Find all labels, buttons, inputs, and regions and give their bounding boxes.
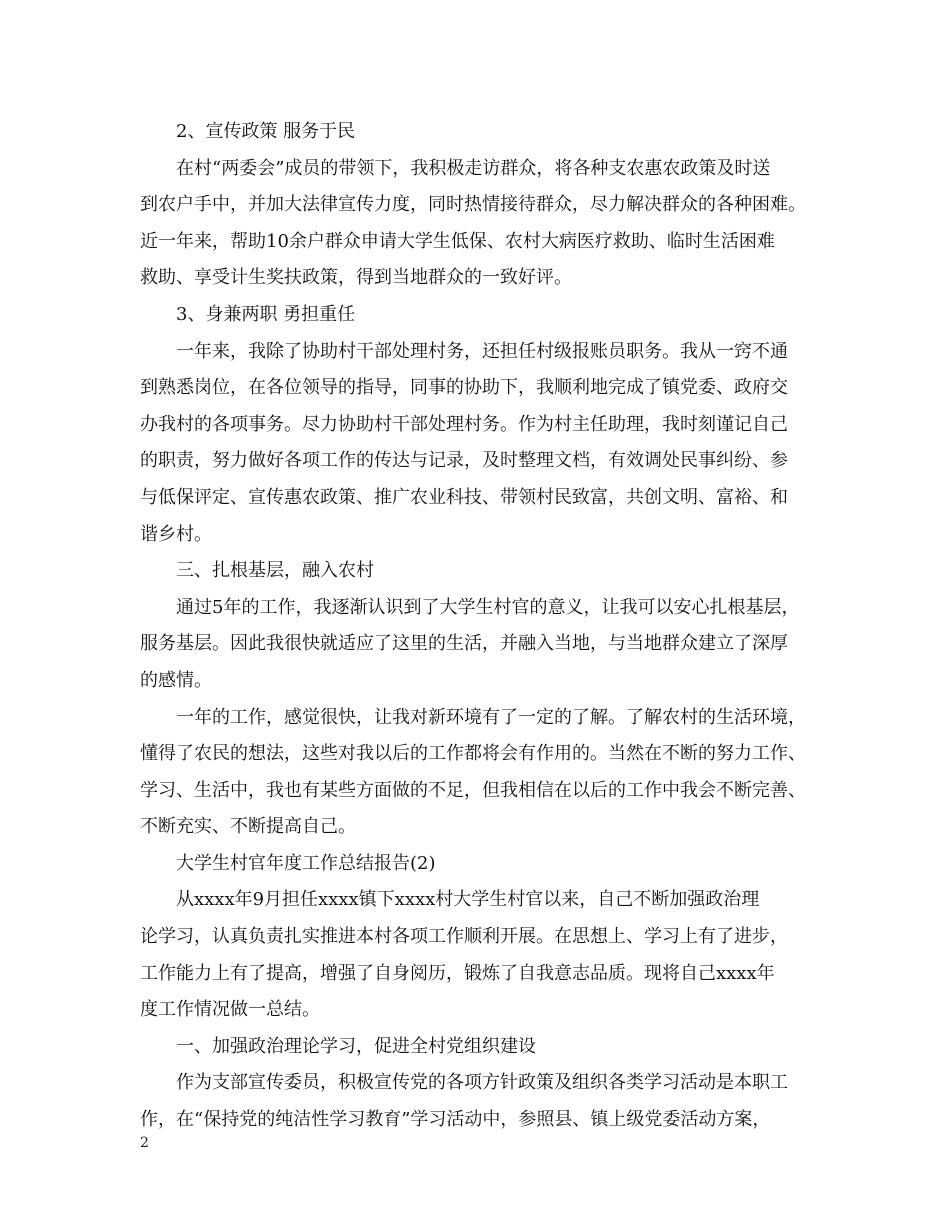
text-line: 度工作情况做一总结。	[140, 999, 320, 1021]
text-line: 救助、享受计生奖扶政策，得到当地群众的一致好评。	[140, 267, 572, 289]
text-line: 论学习，认真负责扎实推进本村各项工作顺利开展。在思想上、学习上有了进步，	[140, 926, 788, 948]
text-line: 从xxxx年9月担任xxxx镇下xxxx村大学生村官以来，自己不断加强政治理	[176, 889, 760, 911]
text-line: 工作能力上有了提高，增强了自身阅历，锻炼了自我意志品质。现将自己xxxx年	[140, 962, 775, 984]
text-line: 到熟悉岗位，在各位领导的指导，同事的协助下，我顺利地完成了镇党委、政府交	[140, 377, 788, 399]
text-line: 3、身兼两职 勇担重任	[176, 303, 356, 325]
text-line: 办我村的各项事务。尽力协助村干部处理村务。作为村主任助理，我时刻谨记自己	[140, 413, 788, 435]
text-line: 谐乡村。	[140, 523, 212, 545]
text-line: 近一年来，帮助10余户群众申请大学生低保、农村大病医疗救助、临时生活困难	[140, 230, 775, 252]
text-line: 作为支部宣传委员，积极宣传党的各项方针政策及组织各类学习活动是本职工	[176, 1072, 788, 1094]
text-line: 不断充实、不断提高自己。	[140, 816, 356, 838]
text-line: 的感情。	[140, 669, 212, 691]
text-line: 的职责，努力做好各项工作的传达与记录，及时整理文档，有效调处民事纠纷、参	[140, 450, 788, 472]
text-line: 学习、生活中，我也有某些方面做的不足，但我相信在以后的工作中我会不断完善、	[140, 779, 806, 801]
text-line: 在村“两委会”成员的带领下，我积极走访群众，将各种支农惠农政策及时送	[176, 157, 771, 179]
page-number: 2	[140, 1135, 149, 1151]
text-line: 大学生村官年度工作总结报告(2)	[176, 852, 436, 874]
text-line: 2、宣传政策 服务于民	[176, 121, 356, 142]
text-line: 到农户手中，并加大法律宣传力度，同时热情接待群众，尽力解决群众的各种困难。	[140, 194, 806, 216]
text-line: 与低保评定、宣传惠农政策、推广农业科技、带领村民致富，共创文明、富裕、和	[140, 486, 788, 508]
text-line: 一、加强政治理论学习，促进全村党组织建设	[176, 1035, 536, 1057]
text-line: 通过5年的工作，我逐渐认识到了大学生村官的意义，让我可以安心扎根基层，	[176, 596, 800, 618]
text-line: 一年的工作，感觉很快，让我对新环境有了一定的了解。了解农村的生活环境，	[176, 706, 806, 728]
text-line: 三、扎根基层，融入农村	[176, 560, 374, 582]
text-line: 作，在“保持党的纯洁性学习教育”学习活动中，参照县、镇上级党委活动方案，	[140, 1109, 771, 1131]
document-body	[140, 114, 812, 1139]
text-line: 一年来，我除了协助村干部处理村务，还担任村级报账员职务。我从一窍不通	[176, 340, 788, 362]
text-line: 懂得了农民的想法，这些对我以后的工作都将会有作用的。当然在不断的努力工作、	[140, 743, 806, 765]
text-line: 服务基层。因此我很快就适应了这里的生活，并融入当地，与当地群众建立了深厚	[140, 633, 788, 655]
